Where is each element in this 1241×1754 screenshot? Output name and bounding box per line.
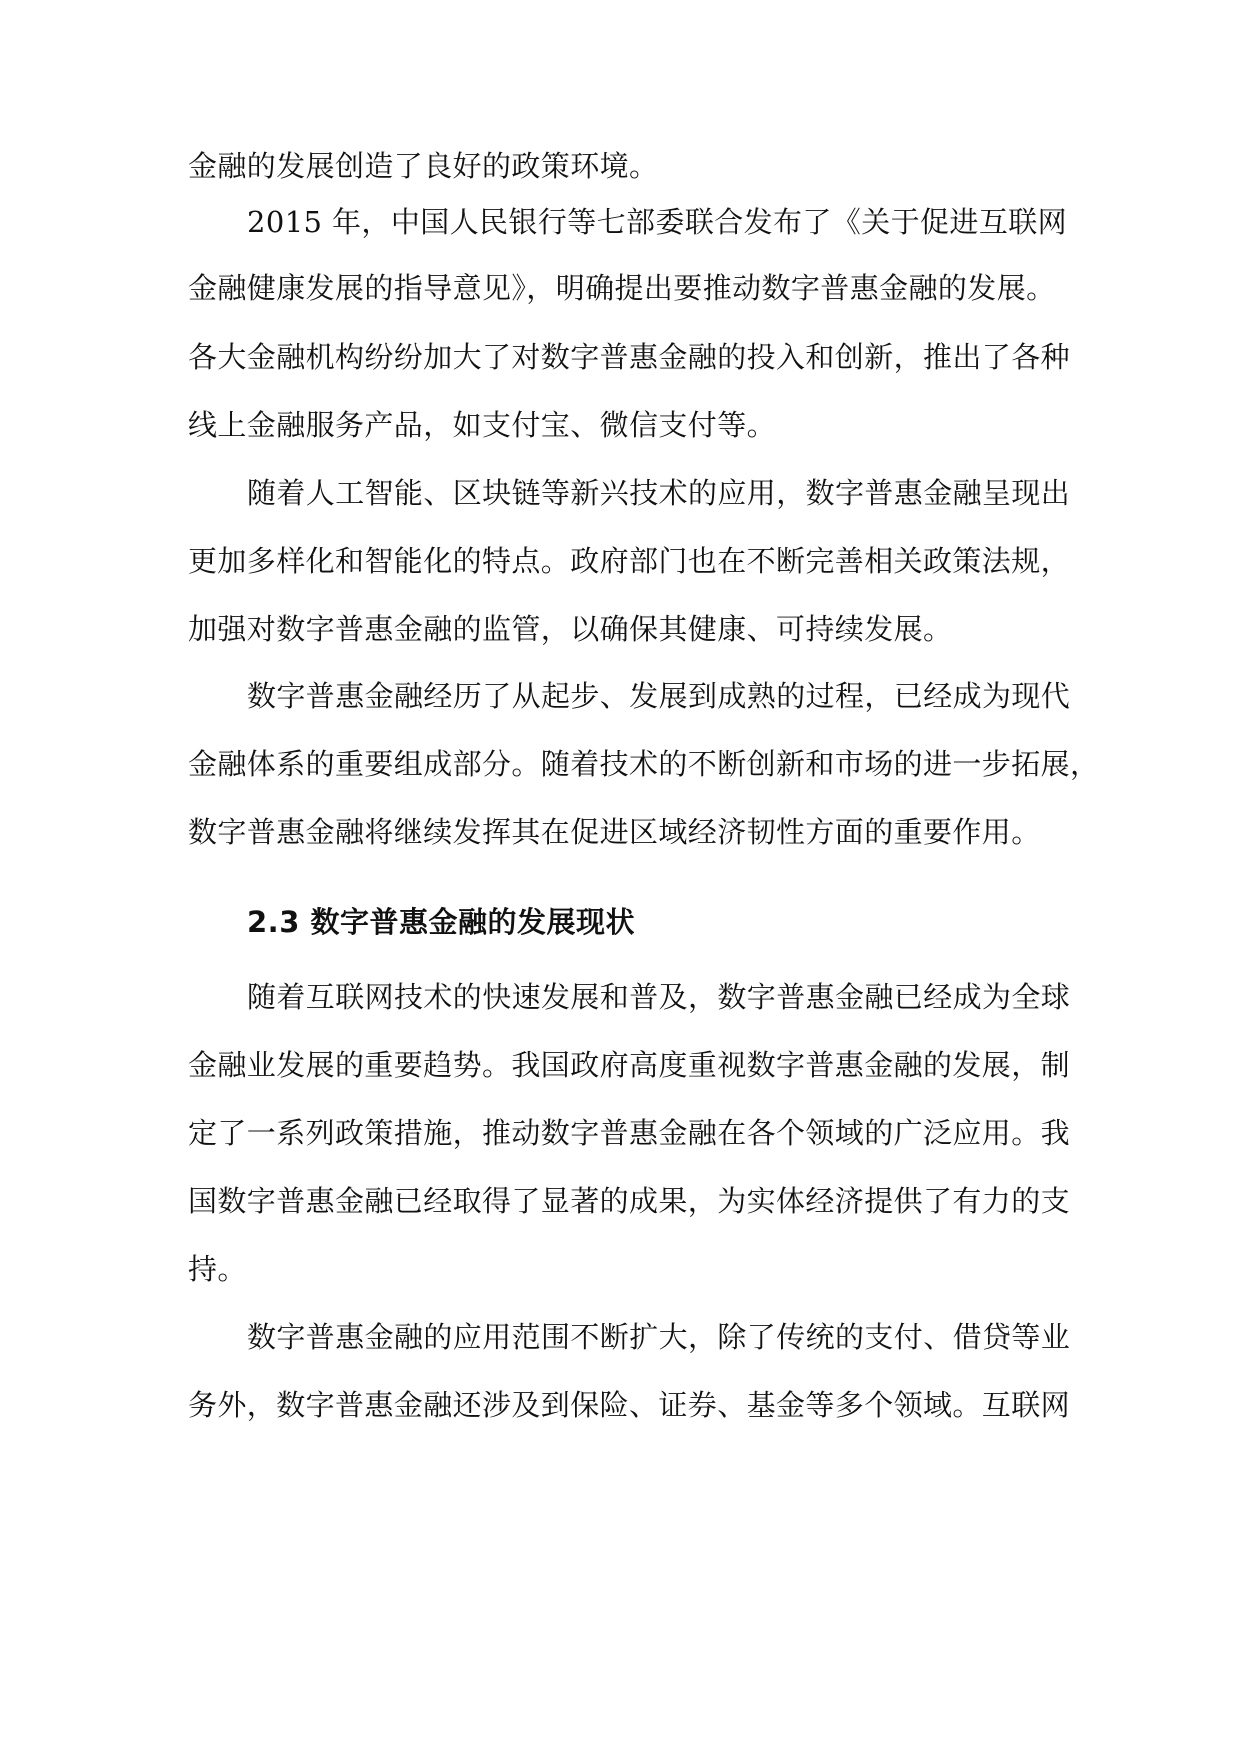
paragraph-line: 数字普惠金融经历了从起步、发展到成熟的过程，已经成为现代 xyxy=(247,679,1071,713)
paragraph-line: 金融业发展的重要趋势。我国政府高度重视数字普惠金融的发展，制 xyxy=(188,1048,1071,1082)
paragraph-line: 金融健康发展的指导意见》，明确提出要推动数字普惠金融的发展。 xyxy=(188,271,1056,305)
paragraph-line: 务外，数字普惠金融还涉及到保险、证券、基金等多个领域。互联网 xyxy=(188,1388,1071,1422)
paragraph-line: 持。 xyxy=(188,1252,247,1286)
paragraph-line: 国数字普惠金融已经取得了显著的成果，为实体经济提供了有力的支 xyxy=(188,1184,1071,1218)
paragraph-line: 数字普惠金融将继续发挥其在促进区域经济韧性方面的重要作用。 xyxy=(188,815,1041,849)
paragraph-line: 线上金融服务产品，如支付宝、微信支付等。 xyxy=(188,408,777,442)
paragraph-line: 随着人工智能、区块链等新兴技术的应用，数字普惠金融呈现出 xyxy=(247,476,1071,510)
section-heading: 2.3 数字普惠金融的发展现状 xyxy=(247,905,635,939)
paragraph-line: 金融的发展创造了良好的政策环境。 xyxy=(188,149,659,183)
paragraph-line: 随着互联网技术的快速发展和普及，数字普惠金融已经成为全球 xyxy=(247,980,1071,1014)
paragraph-line: 数字普惠金融的应用范围不断扩大，除了传统的支付、借贷等业 xyxy=(247,1320,1071,1354)
paragraph-line: 加强对数字普惠金融的监管，以确保其健康、可持续发展。 xyxy=(188,612,953,646)
paragraph-line: 定了一系列政策措施，推动数字普惠金融在各个领域的广泛应用。我 xyxy=(188,1116,1071,1150)
paragraph-line: 更加多样化和智能化的特点。政府部门也在不断完善相关政策法规， xyxy=(188,544,1071,578)
paragraph-line: 2015 年，中国人民银行等七部委联合发布了《关于促进互联网 xyxy=(247,205,1068,239)
paragraph-line: 各大金融机构纷纷加大了对数字普惠金融的投入和创新，推出了各种 xyxy=(188,340,1071,374)
paragraph-line: 金融体系的重要组成部分。随着技术的不断创新和市场的进一步拓展， xyxy=(188,747,1100,781)
